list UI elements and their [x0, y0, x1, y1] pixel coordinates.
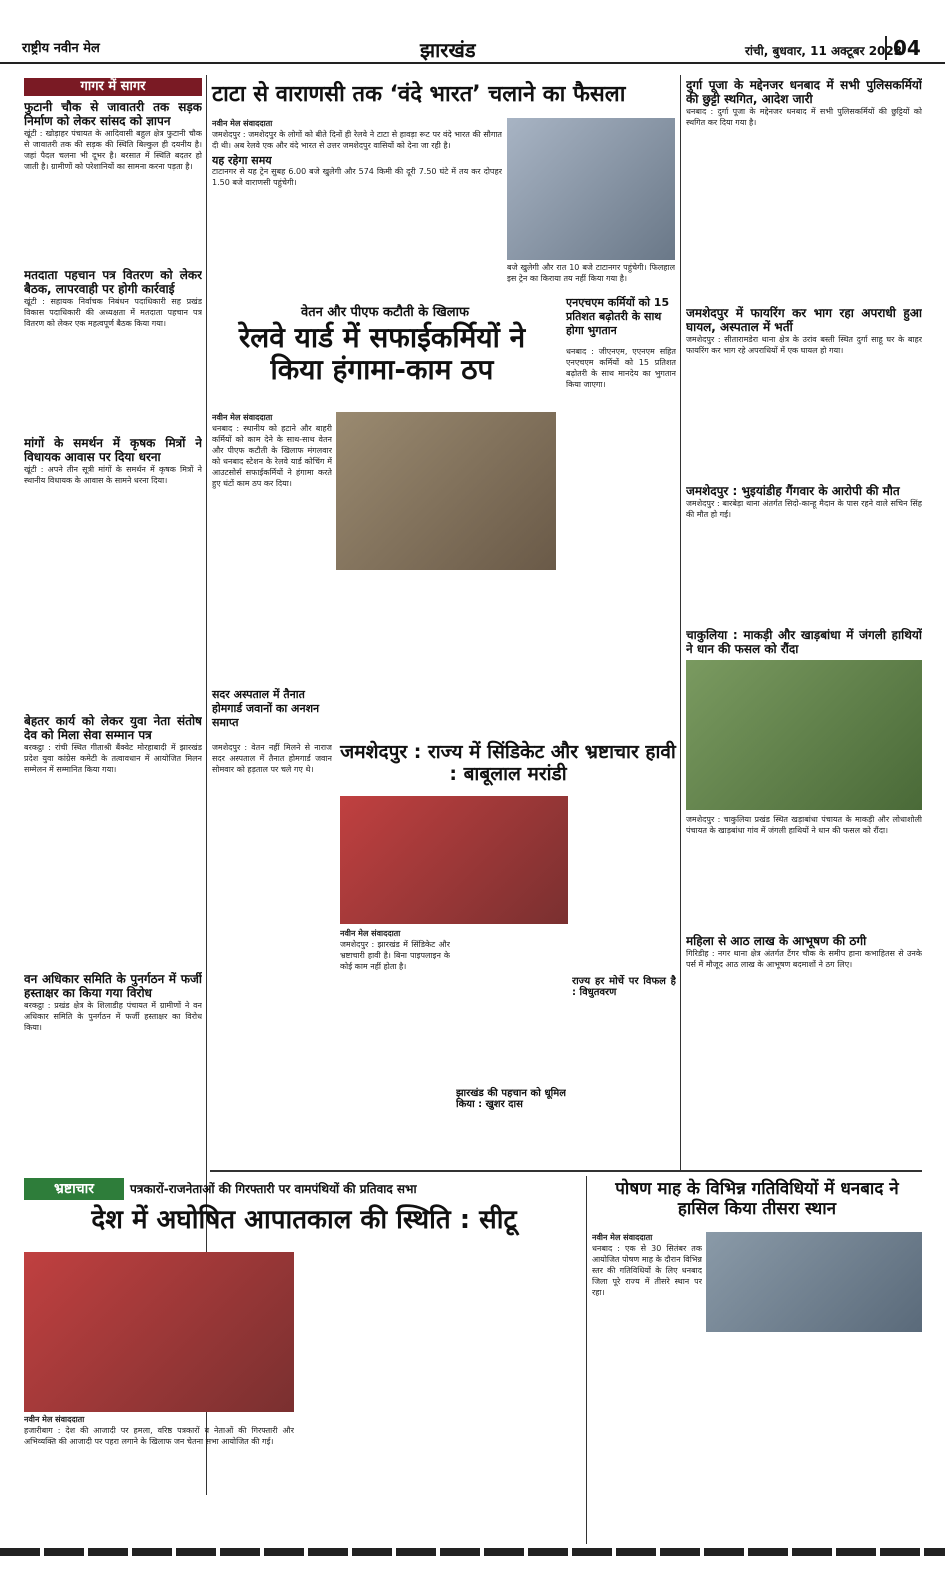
- left-banner: गागर में सागर: [24, 78, 202, 96]
- nhm-body: धनबाद : जीएनएम, एएनएम सहित एनएचएम कर्मियों को 15 प्रतिशत बढ़ोतरी के साथ मानदेय का भुगतान किया जाएगा।: [566, 347, 676, 389]
- top-story-subhead: यह रहेगा समय: [212, 154, 272, 167]
- bottom-rule: [210, 1170, 922, 1172]
- top-story-body: जमशेदपुर : जमशेदपुर के लोगों को बीते दिनों ही रेलवे ने टाटा से हावड़ा रूट पर वंदे भारत की सौगात दी थी। अब रेलवे एक और वंदे भारत से उत्तर जमशेदपुर वासियों को देना जा रही है।: [212, 130, 502, 150]
- bottom-headline: देश में अघोषित आपातकाल की स्थिति : सीटू: [91, 1205, 517, 1235]
- marandi-headline: जमशेदपुर : राज्य में सिंडिकेट और भ्रष्टाचार हावी : बाबूलाल मरांडी: [340, 741, 676, 785]
- railway-kicker: वेतन और पीएफ कटौती के खिलाफ: [301, 305, 469, 320]
- right-story-1-headline: जमशेदपुर में फायरिंग कर भाग रहा अपराधी हुआ घायल, अस्पताल में भर्ती: [686, 306, 922, 334]
- right-story-2-body: जमशेदपुर : बारबेड़ा थाना अंतर्गत सिदो-कान्हू मैदान के पास रहने वाले सचिन सिंह की मौत हो गई।: [686, 499, 922, 519]
- marandi-sub1: राज्य हर मोर्चे पर विफल है : विधुतवरण: [572, 976, 676, 998]
- nutrition-photo: [706, 1232, 922, 1332]
- bottom-tag: भ्रष्टाचार: [24, 1178, 124, 1200]
- left-story-2-body: खूंटी : अपने तीन सूत्री मांगों के समर्थन में कृषक मित्रों ने स्थानीय विधायक के आवास के सामने धरना दिया।: [24, 465, 202, 485]
- protest-photo: [24, 1252, 294, 1412]
- railway-byline: नवीन मेल संवाददाता: [212, 413, 273, 422]
- nhm-headline: एनएचएम कर्मियों को 15 प्रतिशत बढ़ोतरी के साथ होगा भुगतान: [566, 296, 670, 337]
- column-rule-right: [680, 75, 681, 1170]
- railway-body: धनबाद : स्थानीय को हटाने और बाहरी कर्मियों को काम देने के साथ-साथ वेतन और पीएफ कटौती के खिलाफ मंगलवार को धनबाद स्टेशन के रेलवे यार्ड कोचिंग में आउटसोर्स सफाईकर्मियों ने हंगामा करते हुए घंटों काम ठप कर दिया।: [212, 424, 332, 488]
- marandi-text: [340, 928, 450, 1160]
- railway-headline: रेलवे यार्ड में सफाईकर्मियों ने किया हंगामा-काम ठप: [238, 321, 526, 387]
- train-photo: [507, 118, 675, 260]
- right-story-0-headline: दुर्गा पूजा के मद्देनजर धनबाद में सभी पुलिसकर्मियों की छुट्टी स्थगित, आदेश जारी: [686, 78, 922, 106]
- hospital-body: जमशेदपुर : वेतन नहीं मिलने से नाराज सदर अस्पताल में तैनात होमगार्ड जवान सोमवार को हड़ताल पर चले गए थे।: [212, 743, 332, 774]
- top-story-subbody: टाटानगर से यह ट्रेन सुबह 6.00 बजे खुलेगी और 574 किमी की दूरी 7.50 घंटे में तय कर दोपहर 1.50 बजे वाराणसी पहुंचेगी।: [212, 167, 502, 187]
- marandi-sub2-block: [456, 928, 566, 1160]
- top-story-headline: टाटा से वाराणसी तक ‘वंदे भारत’ चलाने का फैसला: [212, 82, 626, 107]
- right-story-0-body: धनबाद : दुर्गा पूजा के मद्देनजर धनबाद में सभी पुलिसकर्मियों की छुट्टियों को स्थगित कर दिया गया है।: [686, 107, 922, 127]
- marandi-sub1-block: [572, 796, 676, 1160]
- right-story-4-body: गिरिडीह : नगर थाना क्षेत्र अंतर्गत टैंगर चौक के समीप हाना कभाहितस से उनके पर्स में मौजूद आठ लाख के आभूषण बदमाशों ने ठग लिए।: [686, 949, 922, 969]
- marandi-photo: [340, 796, 568, 924]
- nutrition-body: धनबाद : एक से 30 सितंबर तक आयोजित पोषण माह के दौरान विभिन्न स्तर की गतिविधियों के लिए धनबाद जिला पूरे राज्य में तीसरे स्थान पर रहा।: [592, 1244, 702, 1297]
- top-story-text: [212, 118, 502, 278]
- nutrition-byline: नवीन मेल संवाददाता: [592, 1233, 653, 1242]
- right-story-2-headline: जमशेदपुर : भुइयांडीह गैंगवार के आरोपी की मौत: [686, 484, 900, 498]
- left-story-0-headline: फुटानी चौक से जावातरी तक सड़क निर्माण को लेकर सांसद को ज्ञापन: [24, 100, 202, 128]
- right-story-4-headline: महिला से आठ लाख के आभूषण की ठगी: [686, 934, 867, 948]
- nutrition-text: [592, 1232, 702, 1544]
- left-story-4-headline: वन अधिकार समिति के पुनर्गठन में फर्जी हस्ताक्षर का किया गया विरोध: [24, 972, 202, 1000]
- marandi-byline: नवीन मेल संवाददाता: [340, 929, 401, 938]
- nutrition-headline: पोषण माह के विभिन्न गतिविधियों में धनबाद ने हासिल किया तीसरा स्थान: [615, 1179, 899, 1219]
- bottom-left-continued: [300, 1252, 582, 1544]
- left-story-4-body: बरकट्ठा : प्रखंड क्षेत्र के शिलाडीह पंचायत में ग्रामीणों ने वन अधिकार समिति के पुनर्गठन में फर्जी हस्ताक्षर का विरोध किया।: [24, 1001, 202, 1032]
- left-story-1-body: खूंटी : सहायक निर्वाचक निबंधन पदाधिकारी सह प्रखंड विकास पदाधिकारी की अध्यक्षता में मतदाता पहचान पत्र वितरण को लेकर एक महत्वपूर्ण बैठक किया गया।: [24, 297, 202, 328]
- left-story-2-headline: मांगों के समर्थन में कृषक मित्रों ने विधायक आवास पर दिया धरना: [24, 436, 202, 464]
- section-title: झारखंड: [420, 38, 476, 62]
- dateline: रांची, बुधवार, 11 अक्टूबर 2023: [745, 44, 903, 58]
- masthead: राष्ट्रीय नवीन मेल: [22, 41, 100, 56]
- page-footer-bar: [0, 1548, 945, 1556]
- railway-photo: [336, 412, 556, 570]
- bottom-column-rule: [586, 1176, 587, 1544]
- page-number: 04: [885, 36, 921, 60]
- right-column: [686, 78, 922, 1168]
- elephant-crop-photo: [686, 660, 922, 810]
- marandi-sub2: झारखंड की पहचान को धूमिल किया : खुशर दास: [456, 1088, 566, 1110]
- top-story-byline: नवीन मेल संवाददाता: [212, 119, 273, 128]
- left-story-3-headline: बेहतर कार्य को लेकर युवा नेता संतोष देव को मिला सेवा सम्मान पत्र: [24, 714, 202, 742]
- right-story-1-body: जमशेदपुर : सीतारामडेरा थाना क्षेत्र के उरांव बस्ती स्थित दुर्गा साहू घर के बाहर फायरिंग कर भाग रहे अपराधियों में एक घायल हो गया।: [686, 335, 922, 355]
- right-story-3-headline: चाकुलिया : माकड़ी और खाड़बांधा में जंगली हाथियों ने धान की फसल को रौंदा: [686, 628, 922, 656]
- top-story-caption: बजे खुलेगी और रात 10 बजे टाटानगर पहुंचेगी। फिलहाल इस ट्रेन का किराया तय नहीं किया गया है।: [507, 263, 675, 283]
- marandi-body: जमशेदपुर : झारखंड में सिंडिकेट और भ्रष्टाचारी हावी है। बिना पाइपलाइन के कोई काम नहीं होता है।: [340, 940, 450, 971]
- left-story-1-headline: मतदाता पहचान पत्र वितरण को लेकर बैठक, लापरवाही पर होगी कार्रवाई: [24, 268, 202, 296]
- nutrition-continued: [706, 1336, 922, 1544]
- railway-text: [212, 412, 332, 682]
- hospital-headline: सदर अस्पताल में तैनात होमगार्ड जवानों का अनशन समाप्त: [212, 688, 320, 729]
- bottom-byline: नवीन मेल संवाददाता: [24, 1415, 85, 1424]
- left-story-3-body: बरकट्ठा : रांची स्थित गीताश्री बैंक्वेट मोरहाबादी में झारखंड प्रदेश युवा कांग्रेस कमेटी के तत्वावधान में आयोजित मिलन सम्मेलन में सम्मानित किया गया।: [24, 743, 202, 774]
- bottom-left-text: [24, 1414, 294, 1544]
- left-story-0-body: खूंटी : खोड़ाहर पंचायत के आदिवासी बहुल क्षेत्र फुटानी चौक से जावातरी तक की सड़क की स्थिति बिल्कुल ही दयनीय है। जहां पैदल चलना भी दूभर है। बरसात में स्थिति बदतर हो जाती है। ग्रामीणों को परेशानियों का सामना करना पड़ता है।: [24, 129, 202, 171]
- right-story-3-body: जमशेदपुर : चाकुलिया प्रखंड स्थित खड़ाबांधा पंचायत के माकड़ी और लोधाशोली पंचायत के खाड़बांधा गांव में जंगली हाथियों ने धान की फसल को रौंदा।: [686, 815, 922, 835]
- bottom-body: हजारीबाग : देश की आजादी पर हमला, वरिष्ठ पत्रकारों व नेताओं की गिरफ्तारी और अभिव्यक्ति की आजादी पर पहरा लगाने के खिलाफ जन चेतना सभा आयोजित की गई।: [24, 1426, 294, 1446]
- bottom-kicker: पत्रकारों-राजनेताओं की गिरफ्तारी पर वामपंथियों की प्रतिवाद सभा: [130, 1182, 417, 1196]
